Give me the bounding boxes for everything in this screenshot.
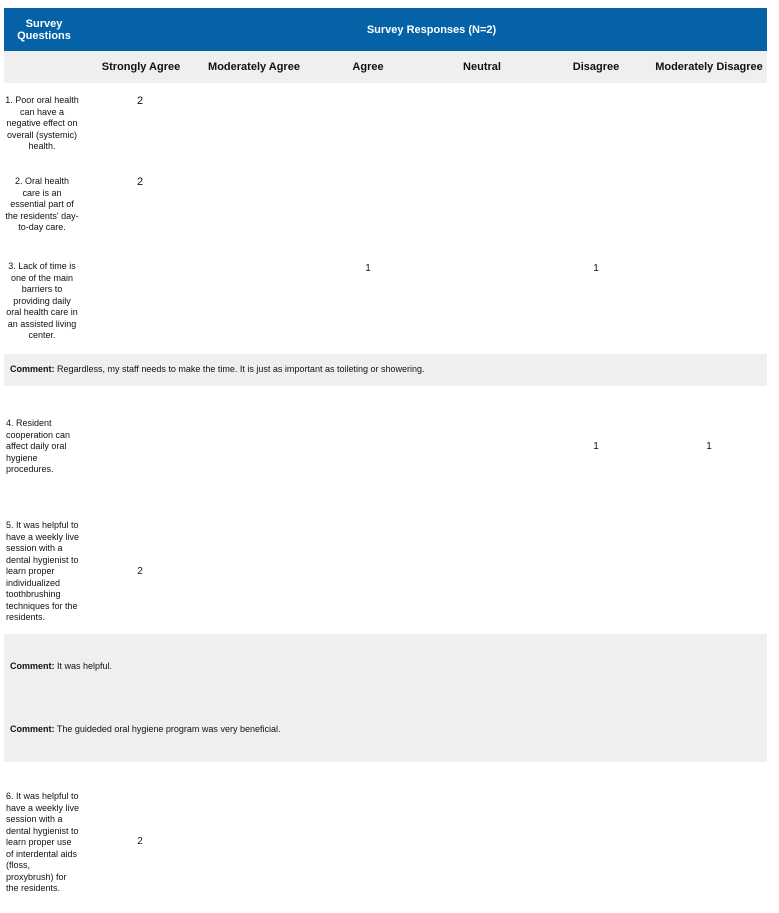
q3-agree: 1 (365, 263, 371, 274)
col-moderately-agree: Moderately Agree (208, 61, 300, 73)
comment-band-1 (4, 354, 767, 386)
question-6-text: 6. It was helpful to have a weekly live session with a dental hygienist to learn proper use of interdental aids (floss, proxybrush) for the residents. (6, 791, 80, 893)
q4-moderately-disagree: 1 (706, 441, 712, 452)
question-3-text: 3. Lack of time is one of the main barriers to providing daily oral health care in an assisted living center. (6, 261, 78, 340)
survey-responses-header: Survey Responses (N=2) (366, 23, 497, 36)
col-agree: Agree (352, 61, 384, 73)
column-header-row (4, 51, 767, 83)
comment-2-label: Comment: (10, 661, 55, 671)
q2-strongly-agree: 2 (136, 176, 144, 188)
table-header (4, 8, 767, 51)
col-moderately-disagree: Moderately Disagree (655, 61, 763, 73)
col-neutral: Neutral (463, 61, 501, 73)
question-4-text: 4. Resident cooperation can affect daily oral hygiene procedures. (6, 418, 71, 474)
comment-3 (10, 724, 280, 734)
q4-disagree: 1 (593, 441, 599, 452)
comment-3-text: The guideded oral hygiene program was very beneficial. (54, 724, 281, 734)
q3-disagree: 1 (593, 263, 599, 274)
question-1-text: 1. Poor oral health can have a negative effect on overall (systemic) health. (5, 95, 79, 151)
col-disagree: Disagree (572, 61, 620, 73)
comment-1-text: Regardless, my staff needs to make the time. It is just as important as toileting or showering. (54, 364, 425, 374)
comment-3-label: Comment: (10, 724, 55, 734)
survey-questions-header: Survey Questions (17, 17, 71, 42)
comment-2-text: It was helpful. (54, 661, 113, 671)
comment-1-label: Comment: (10, 364, 55, 374)
col-strongly-agree: Strongly Agree (101, 61, 181, 73)
question-5-text: 5. It was helpful to have a weekly live session with a dental hygienist to learn proper individualized toothbrushing techniques for the residents. (6, 520, 80, 622)
comment-2 (10, 661, 112, 671)
comment-1 (10, 364, 425, 374)
q6-strongly-agree: 2 (137, 836, 143, 847)
question-2-text: 2. Oral health care is an essential part of the residents' day- to-day care. (5, 176, 79, 232)
comment-band-2 (4, 634, 767, 762)
q5-strongly-agree: 2 (137, 566, 143, 577)
q1-strongly-agree: 2 (136, 95, 144, 107)
